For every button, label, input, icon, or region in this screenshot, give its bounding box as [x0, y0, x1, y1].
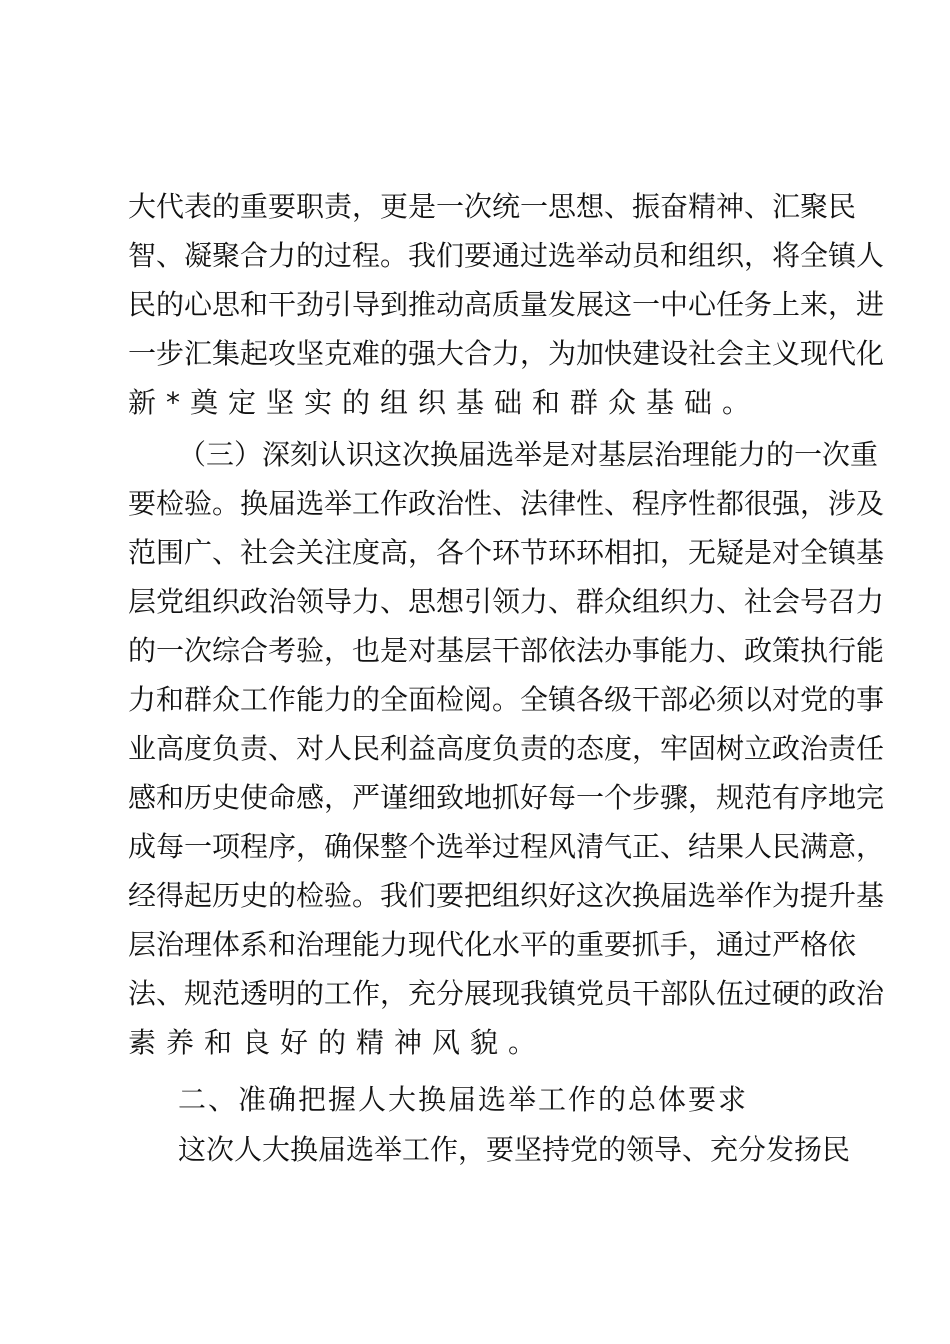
paragraph-line: 业高度负责、对人民利益高度负责的态度，牢固树立政治责任 — [128, 732, 885, 765]
paragraph-line: 层治理体系和治理能力现代化水平的重要抓手，通过严格依 — [128, 928, 857, 961]
paragraph-line: 智、凝聚合力的过程。我们要通过选举动员和组织，将全镇人 — [128, 239, 885, 272]
paragraph-line: 法、规范透明的工作，充分展现我镇党员干部队伍过硬的政治 — [128, 977, 885, 1010]
paragraph-line: 新*奠定坚实的组织基础和群众基础。 — [128, 386, 761, 419]
paragraph-line: 民的心思和干劲引导到推动高质量发展这一中心任务上来，进 — [128, 288, 885, 321]
paragraph-line: 大代表的重要职责，更是一次统一思想、振奋精神、汇聚民 — [128, 190, 857, 223]
paragraph-line: 范围广、社会关注度高，各个环节环环相扣，无疑是对全镇基 — [128, 536, 885, 569]
paragraph-line: 的一次综合考验，也是对基层干部依法办事能力、政策执行能 — [128, 634, 885, 667]
paragraph-line: 素养和良好的精神风貌。 — [128, 1026, 547, 1059]
paragraph-line: 一步汇集起攻坚克难的强大合力，为加快建设社会主义现代化 — [128, 337, 885, 370]
paragraph-line: 层党组织政治领导力、思想引领力、群众组织力、社会号召力 — [128, 585, 885, 618]
paragraph-line: 这次人大换届选举工作，要坚持党的领导、充分发扬民 — [178, 1133, 851, 1166]
paragraph-line: 经得起历史的检验。我们要把组织好这次换届选举作为提升基 — [128, 879, 885, 912]
section-heading-line: （三）深刻认识这次换届选举是对基层治理能力的一次重 — [178, 438, 879, 471]
paragraph-line: 感和历史使命感，严谨细致地抓好每一个步骤，规范有序地完 — [128, 781, 885, 814]
paragraph-line: 要检验。换届选举工作政治性、法律性、程序性都很强，涉及 — [128, 487, 885, 520]
section-heading: 二、准确把握人大换届选举工作的总体要求 — [178, 1083, 749, 1116]
paragraph-line: 成每一项程序，确保整个选举过程风清气正、结果人民满意， — [128, 830, 885, 863]
paragraph-line: 力和群众工作能力的全面检阅。全镇各级干部必须以对党的事 — [128, 683, 885, 716]
